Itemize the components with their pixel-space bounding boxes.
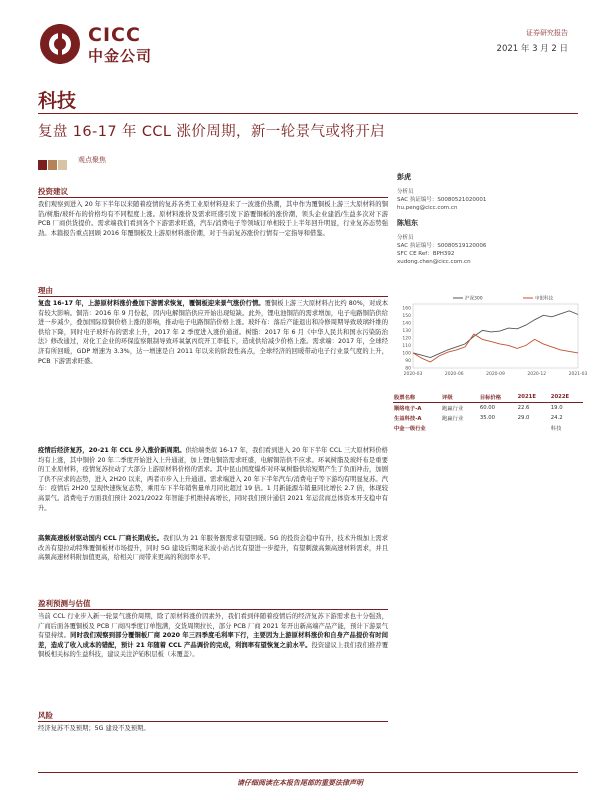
reason-p2-bold: 疫情后经济复苏，20-21 年 CCL 步入涨价新周期。 (38, 447, 186, 454)
title-divider (38, 113, 578, 114)
table-row (393, 403, 583, 414)
section-profit-head: 盈利预测与估值 (38, 599, 91, 608)
reason-paragraph-3 (38, 534, 388, 563)
analyst-role: 分析员 (397, 235, 414, 241)
table-header-cell: 2022E (550, 392, 583, 403)
series-line-0 (413, 311, 578, 358)
table-cell: 19.0 (550, 405, 563, 411)
section-divider (38, 296, 388, 297)
x-tick-label: 2020-06 (444, 372, 464, 377)
profit-bold: 同时我们观察到部分覆铜板厂商 2020 年三四季度毛利率下行，主要因为上游原材料涨价和自身产品提价有时间差，造成了收入成本的错配，预计 21 年随着 CCL 产品调价的完成，利润率有望恢复之前水平。 (38, 632, 388, 649)
legend-label: 沪深300 (465, 296, 483, 302)
y-tick-label: 130 (402, 328, 411, 334)
x-tick-label: 2020-12 (527, 372, 547, 377)
y-tick-label: 100 (402, 351, 411, 357)
reason-p1-text: 覆铜板上游三大原材料占比约 80%，对成本有较大影响。铜箔：2016 年 9 月份起，因内电解铜箔供应开始出现短缺。此外，锂电池铜箔的需求增加，电子电路铜箔供给进一步减少，叠加国际原铜价格上涨的影响，推动电子电路铜箔价格上涨。玻纤布：落后产能退出和冷修周期导致玻璃纤维的供给下降，同时电子玻纤布的需求上升，2017 年 2 季度进入涨价通道。树脂：2017 年 6 月《中华人民共和国水污染防治法》修改通过，对化工企业的环保监察限制导致环氧氯丙烷开工率低下，造成供给减少价格上涨。需求端：2017 年，全球经济有所回暖，GDP 增速为 3.3%，达一增速是自 2011 年以来的阶段性高点，全球经济的回暖带动电子行业景气度的上升，PCB 下游需求旺盛。 (38, 300, 389, 365)
table-cell: 24.2 (550, 415, 563, 421)
table-header-row (393, 392, 583, 403)
section-divider (38, 721, 388, 722)
reason-paragraph-1 (38, 299, 388, 366)
table-row (393, 423, 583, 433)
table-header-cell: 评级 (441, 392, 479, 403)
legal-footer: 请仔细阅读在本报告尾部的重要法律声明 (237, 779, 363, 787)
y-tick-label: 150 (402, 313, 411, 319)
y-tick-label: 120 (402, 336, 411, 342)
table-header-cell: 目标价格 (479, 392, 517, 403)
table-header-cell: 2021E (517, 392, 550, 403)
stock-performance-chart (393, 290, 588, 380)
analyst-cert: SAC 执证编号：S0080519120006 (397, 243, 487, 249)
section-invest-head: 投资建议 (38, 187, 68, 196)
profit-text: 当前 CCL 行业步入新一轮景气涨价周期，除了原材料涨价因素外，我们看到伴随着疫情后的经济复苏下游需求也十分强劲，广商后面各覆铜板及 PCB 厂商四季度订单饱满，交货周期拉长，部分 PCB 厂商 2021 年开出新高端产品产能，预计下游景气有望持续。 (38, 613, 388, 640)
reason-p3-text: 我们认为 21 年服务器需求有望回暖。5G 的投资会稳中有升，技术升级加上需求改善有望拉动特殊覆铜板材市场提升，同时 5G 建设后期毫米波小站占比有望进一步提升，有望刺激高频高速材料需求，并且高频高速材料附加值更高，给相关厂商带来更高的利润率水平。 (38, 535, 389, 562)
invest-paragraph: 我们观察到进入 20 年下半年以来随着疫情的复苏各类工业原材料迎来了一波涨价热潮，其中作为覆铜板上游三大原材料的铜箔/树脂/玻纤布的价格均有不同程度上涨。原材料涨价及需求旺盛引发下游覆铜板的涨价潮，领头企业建滔/生益多次对下游 PCB 厂商供货提价。需求端我们看到各个下游需求旺盛，汽车/消费电子等领域订单相较于上半年回升明显，行业复苏态势强劲。本篇报告重点回顾 2016 年覆铜板及上游原材料涨价潮，对于当前复苏涨价行情有一定指导和借鉴。 (38, 201, 388, 237)
x-tick-label: 2020-09 (486, 372, 505, 377)
analyst-block-1 (397, 172, 577, 212)
tag-color-blocks (38, 155, 70, 165)
footer-divider (38, 772, 578, 773)
analyst-role: 分析员 (397, 189, 414, 195)
sector-title: 科技 (38, 90, 77, 112)
y-tick-label: 160 (402, 306, 411, 312)
report-date: 2021 年 3 月 2 日 (496, 44, 568, 54)
table-cell: 跑赢行业 (442, 406, 464, 412)
legend-label: 申银科技 (535, 296, 553, 302)
y-tick-label: 140 (402, 321, 411, 327)
y-tick-label: 90 (405, 358, 411, 364)
table-cell: 60.00 (479, 405, 495, 411)
analyst-cert: SAC 执证编号：S0080521020001 (397, 197, 487, 203)
report-title: 复盘 16-17 年 CCL 涨价周期，新一轮景气或将开启 (38, 124, 385, 140)
reason-p1-bold: 复盘 16-17 年，上游原材料涨价叠加下游需求恢复，覆铜板迎来景气涨价行情。 (38, 300, 265, 307)
tag-label: 观点聚焦 (78, 156, 106, 164)
cicc-logo-icon (38, 22, 82, 66)
table-note: 中金一级行业 (394, 426, 426, 432)
section-divider (38, 197, 388, 198)
section-divider (38, 609, 388, 610)
logo-text-cn: 中金公司 (88, 47, 153, 65)
profit-tail: 投资建议上我们我们推荐覆铜板相关标的生益科技，建议关注沪铂积层板（未覆盖）。 (38, 641, 388, 659)
analyst-name: 彭虎 (397, 173, 411, 181)
series-line-1 (413, 334, 578, 362)
doc-type-label: 证券研究报告 (526, 29, 568, 37)
table-cell[interactable]: 顺络电子-A (394, 406, 422, 412)
y-tick-label: 80 (405, 366, 411, 372)
risk-paragraph: 经济复苏不及预期；5G 建设不及预期。 (38, 725, 150, 732)
analyst-email[interactable]: xudong.chen@cicc.com.cn (397, 259, 471, 265)
reason-p3-bold: 高频高速板材驱动国内 CCL 厂商长期成长。 (38, 535, 164, 542)
table-cell[interactable]: 生益科技-A (394, 416, 422, 422)
stock-rating-table (393, 392, 583, 433)
section-risk-head: 风险 (38, 711, 53, 720)
analyst-email[interactable]: hu.peng@cicc.com.cn (397, 205, 458, 211)
y-tick-label: 110 (402, 343, 411, 349)
table-cell: 22.6 (517, 405, 530, 411)
table-cell: 跑赢行业 (442, 416, 464, 422)
analyst-cert-sfc: SFC CE Ref：BPH392 (397, 251, 455, 257)
table-cell: 29.0 (517, 415, 530, 421)
reason-paragraph-2 (38, 446, 388, 513)
x-tick-label: 2020-03 (403, 372, 423, 377)
table-cell: 35.00 (479, 415, 495, 421)
profit-paragraph (38, 612, 388, 660)
chart-frame (413, 304, 578, 368)
logo-text-en: CICC (88, 24, 141, 46)
section-reason-head: 理由 (38, 286, 53, 295)
analyst-name: 陈旭东 (397, 219, 418, 227)
x-tick-label: 2021-03 (568, 372, 588, 377)
table-cell: 科技 (550, 426, 562, 432)
table-header-cell: 股票名称 (393, 392, 441, 403)
table-row (393, 413, 583, 423)
reason-p2-text: 供给端类似 16-17 年，我们看到进入 20 年下半年 CCL 三大原材料价格均有上涨，其中铜价 20 年二季度开始进入上升通道，加上锂电铜箔需求旺盛，电解铜箔供不应求。环氧树脂及玻纤布是重要的工业原材料，疫情复苏拉动了大部分上游原材料价格的需求。其中昆山国度爆炸对环氧树脂供给短期产生了负面冲击，加剧了供不应求的态势，进入 2H20 以来，两者市步入上升通道。需求端进入 20 年下半年汽车/消费电子等下游均有明显复苏。汽车：疫情后 2H20 呈现快速恢复态势，乘用车下半年销售量单月同比超过 19 倍。1 月新能源车销量同比增长 2.7 倍，体现较高景气。消费电子方面我们预计 2021/2022 年智能手机维持高增长，同时我们预计通信 2021 年运营商总体资本开支稳中有升。 (38, 447, 388, 512)
analyst-block-2 (397, 218, 577, 266)
